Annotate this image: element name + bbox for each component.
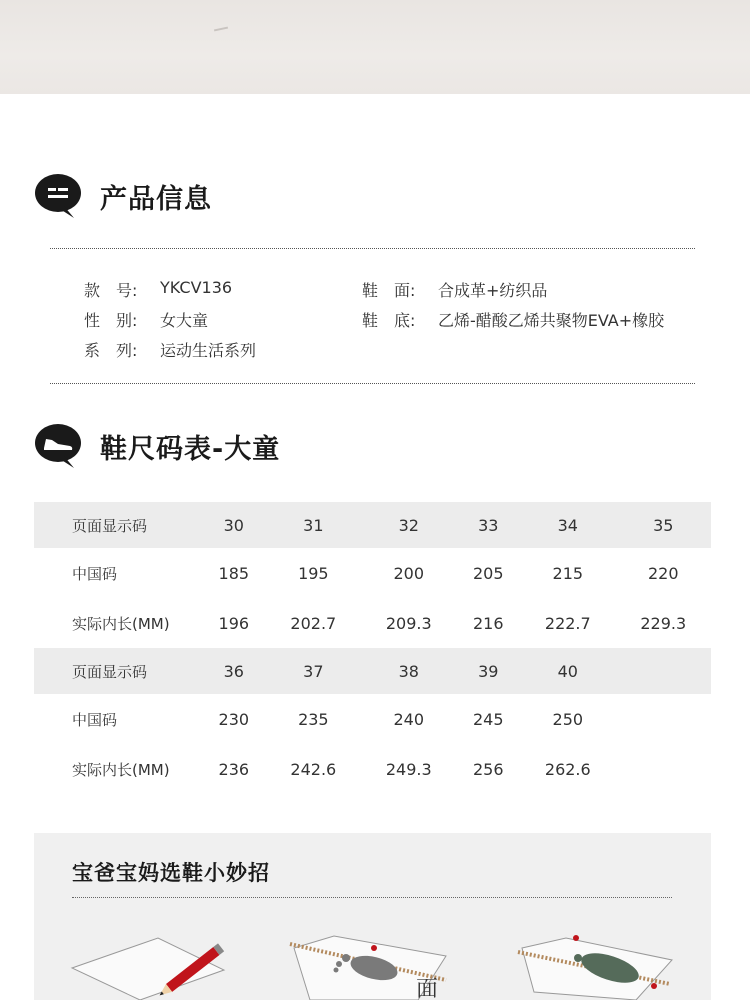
table-cell: 262.6	[544, 759, 591, 779]
info-gender: 性 别: 女大童	[84, 311, 209, 330]
tips-title: 宝爸宝妈选鞋小妙招	[72, 861, 270, 885]
step1-paper-pencil-illustration	[68, 928, 228, 1004]
table-cell: 38	[361, 648, 456, 694]
table-cell: 229.3	[640, 613, 687, 633]
table-cell: 32	[361, 502, 456, 548]
svg-text:面: 面	[416, 977, 439, 1000]
row-label: 页面显示码	[34, 648, 202, 694]
table-cell: 222.7	[544, 613, 591, 633]
table-cell: 202.7	[290, 613, 337, 633]
size-chart-header	[34, 422, 280, 470]
row-label: 中国码	[72, 710, 118, 729]
table-row	[34, 598, 711, 648]
table-cell: 30	[202, 502, 266, 548]
row-label: 实际内长(MM)	[72, 760, 170, 779]
table-cell: 256	[473, 759, 504, 779]
table-cell: 196	[218, 613, 250, 633]
divider	[50, 383, 695, 384]
sneaker-bubble-icon	[34, 422, 82, 470]
table-cell: 34	[520, 502, 615, 548]
table-cell: 230	[218, 709, 250, 729]
table-cell: 209.3	[385, 613, 432, 633]
table-cell: 37	[266, 648, 361, 694]
row-label: 中国码	[72, 564, 118, 583]
info-series: 系 列: 运动生活系列	[84, 341, 257, 360]
step3-foot-length-illustration	[516, 928, 676, 1004]
table-cell: 40	[520, 648, 615, 694]
table-row	[34, 648, 711, 694]
divider	[50, 248, 695, 249]
row-label: 实际内长(MM)	[72, 614, 170, 633]
size-chart-table	[34, 502, 711, 794]
table-cell: 242.6	[290, 759, 337, 779]
table-cell: 195	[298, 563, 329, 583]
table-cell: 31	[266, 502, 361, 548]
product-info-header	[34, 172, 212, 220]
table-row	[34, 548, 711, 598]
table-cell: 220	[647, 563, 679, 583]
top-product-photo	[0, 0, 750, 94]
table-row	[34, 694, 711, 744]
size-chart-title: 鞋尺码表-大童	[100, 433, 281, 465]
tips-panel	[34, 833, 711, 1000]
info-upper: 鞋 面: 合成革+纺织品	[362, 281, 548, 300]
table-cell: 205	[473, 563, 504, 583]
table-cell: 33	[456, 502, 520, 548]
table-cell: 216	[473, 613, 504, 633]
row-label: 页面显示码	[34, 502, 202, 548]
table-cell: 236	[218, 759, 250, 779]
table-cell	[616, 648, 711, 694]
info-style-number: 款 号: YKCV136	[84, 278, 233, 300]
table-row	[34, 744, 711, 794]
table-cell	[616, 694, 711, 744]
table-cell: 250	[552, 709, 584, 729]
info-sole: 鞋 底: 乙烯-醋酸乙烯共聚物EVA+橡胶	[362, 311, 665, 330]
table-cell: 35	[616, 502, 711, 548]
table-cell: 215	[552, 563, 584, 583]
table-cell: 249.3	[385, 759, 432, 779]
table-cell: 185	[218, 563, 250, 583]
table-row	[34, 502, 711, 548]
table-cell	[616, 744, 711, 794]
table-cell: 240	[393, 709, 425, 729]
product-info-title: 产品信息	[100, 183, 212, 215]
table-cell: 200	[393, 563, 425, 583]
divider	[72, 897, 672, 898]
table-cell: 36	[202, 648, 266, 694]
table-cell: 39	[456, 648, 520, 694]
step2-foot-measure-illustration	[286, 928, 456, 1004]
chat-bubble-icon	[34, 172, 82, 220]
table-cell: 245	[473, 709, 504, 729]
table-cell: 235	[298, 709, 329, 729]
